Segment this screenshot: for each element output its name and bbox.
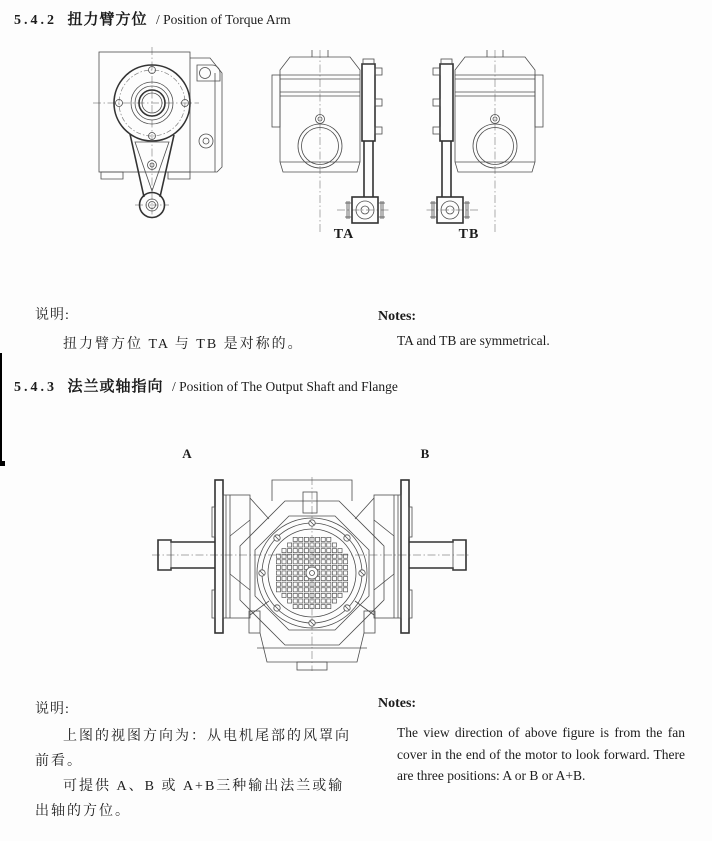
page-edge-tick bbox=[0, 461, 5, 466]
note-cn-542-label: 说明: bbox=[35, 308, 70, 323]
gearbox-tb-drawing bbox=[425, 50, 550, 250]
note-cn-543-label: 说明: bbox=[35, 702, 70, 717]
output-shaft-flange-drawing bbox=[145, 465, 475, 675]
ta-label: TA bbox=[333, 227, 355, 242]
gearbox-front-torque-arm-drawing bbox=[85, 45, 230, 225]
note-cn-543-body bbox=[35, 724, 355, 824]
note-en-542-label: Notes: bbox=[378, 309, 417, 324]
page-edge-mark bbox=[0, 353, 2, 465]
section-543-heading bbox=[14, 375, 398, 396]
position-a-label: A bbox=[182, 446, 192, 461]
note-en-543-label: Notes: bbox=[378, 696, 417, 711]
section-542-title-cn: 扭力臂方位 bbox=[67, 12, 148, 28]
position-b-label: B bbox=[420, 446, 430, 461]
gearbox-ta-drawing bbox=[265, 50, 390, 250]
section-542-number: 5.4.2 bbox=[14, 13, 57, 28]
section-542-heading bbox=[14, 8, 291, 29]
section-543-number: 5.4.3 bbox=[14, 380, 57, 395]
section-542-title-en: / Position of Torque Arm bbox=[156, 12, 291, 27]
note-cn-542-body: 扭力臂方位 TA 与 TB 是对称的。 bbox=[63, 337, 304, 352]
tb-label: TB bbox=[458, 227, 480, 242]
note-cn-543-para2: 可提供 A、B 或 A+B三种输出法兰或输出轴的方位。 bbox=[35, 779, 345, 819]
note-cn-543-para1: 上图的视图方向为：从电机尾部的风罩向前看。 bbox=[35, 729, 351, 769]
note-en-543-body: The view direction of above figure is from the fan cover in the end of the motor to look forward. There are three positions: A or B or A+B. bbox=[397, 725, 685, 783]
section-543-title-en: / Position of The Output Shaft and Flange bbox=[172, 379, 398, 394]
note-en-542-body: TA and TB are symmetrical. bbox=[397, 333, 550, 348]
section-543-title-cn: 法兰或轴指向 bbox=[67, 379, 164, 395]
